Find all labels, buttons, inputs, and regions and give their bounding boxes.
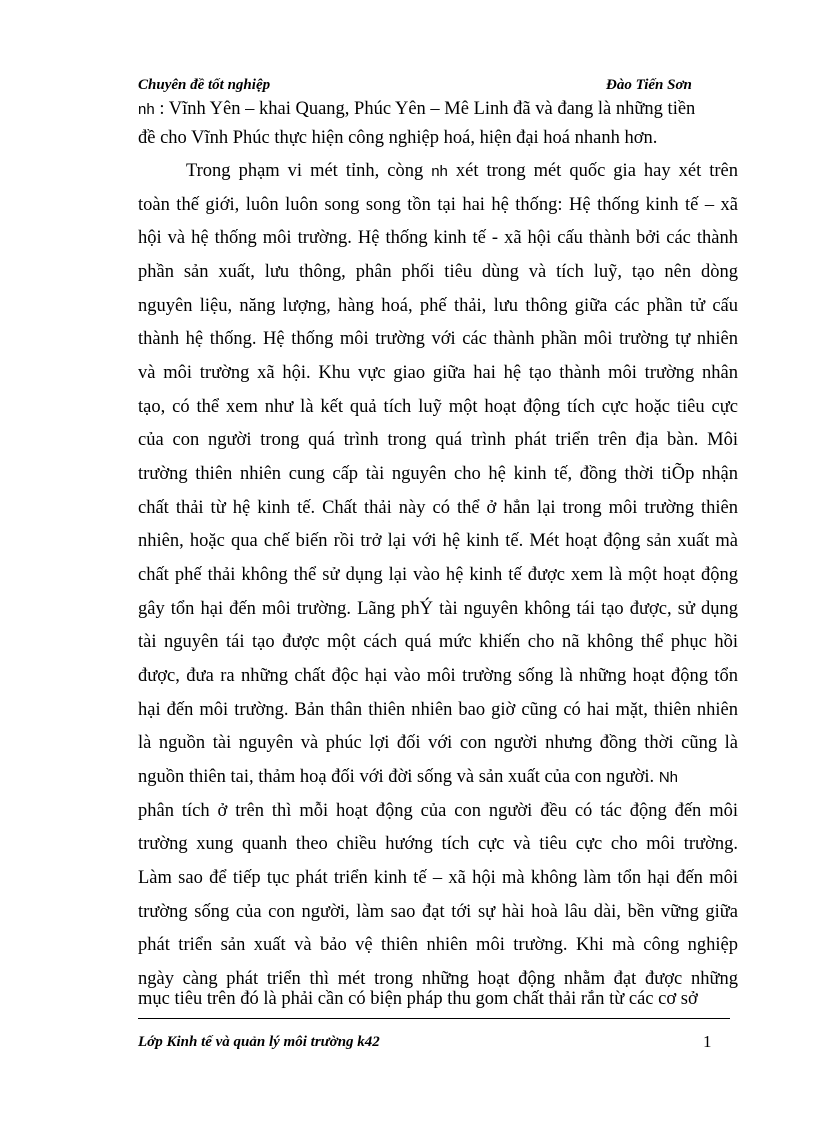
text-line: đề cho Vĩnh Phúc thực hiện công nghiệp hoá, hiện đại hoá nhanh hơn. (138, 128, 658, 148)
text-line: tài nguyên tái tạo được một cách quá mức khiến cho nã không thể phục hồi (138, 632, 738, 652)
text-line: và môi trường xã hội. Khu vực giao giữa hai hệ tạo thành môi trường nhân (138, 363, 738, 383)
text-line: Làm sao để tiếp tục phát triển kinh tế – xã hội mà không làm tổn hại đến môi (138, 868, 738, 888)
text-line: trường thiên nhiên cung cấp tài nguyên cho hệ kinh tế, đồng thời tiÕp nhận (138, 464, 738, 484)
text-line: được, đưa ra những chất độc hại vào môi trường sống là những hoạt động tổn (138, 666, 738, 686)
text-line: hại đến môi trường. Bản thân thiên nhiên bao giờ cũng có hai mặt, thiên nhiên (138, 700, 738, 720)
text-line: của con người trong quá trình trong quá trình phát triển trên địa bàn. Môi (138, 430, 738, 450)
text-line: nh : Vĩnh Yên – khai Quang, Phúc Yên – Mê Linh đã và đang là những tiền (138, 99, 696, 119)
text-line: thành hệ thống. Hệ thống môi trường với các thành phần môi trường tự nhiên (138, 329, 738, 349)
text-line: phần sản xuất, lưu thông, phân phối tiêu dùng và tích luỹ, tạo nên dòng (138, 262, 738, 282)
text-line: phát triển sản xuất và bảo vệ thiên nhiên môi trường. Khi mà công nghiệp (138, 935, 738, 955)
paragraph-first-line: Trong phạm vi mét tỉnh, còng nh xét trong mét quốc gia hay xét trên (186, 161, 738, 181)
text-line: chất thải từ hệ kinh tế. Chất thải này có thể ở hẳn lại trong môi trường thiên (138, 498, 738, 518)
text-line: chất phế thải không thể sử dụng lại vào hệ kinh tế được xem là một hoạt động (138, 565, 738, 585)
text-line: nhiên, hoặc qua chế biến rồi trở lại với hệ kinh tế. Mét hoạt động sản xuất mà (138, 531, 738, 551)
text-line: gây tổn hại đến môi trường. Lãng phÝ tài nguyên không tái tạo được, sử dụng (138, 599, 738, 619)
text-fragment: nh (138, 101, 155, 118)
text-line: tạo, có thể xem như là kết quả tích luỹ một hoạt động tích cực hoặc tiêu cực (138, 397, 738, 417)
footer-class-label: Lớp Kinh tế và quản lý môi trường k42 (138, 1034, 380, 1050)
page-number: 1 (703, 1032, 712, 1051)
text-line: nguồn thiên tai, thảm hoạ đối với đời sống và sản xuất của con người. Nh (138, 767, 678, 787)
text-line: trường sống của con người, làm sao đạt tới sự hài hoà lâu dài, bền vững giữa (138, 902, 738, 922)
text-line: trường xung quanh theo chiều hướng tích cực và tiêu cực cho môi trường. (138, 834, 738, 854)
header-author: Đào Tiến Sơn (606, 77, 692, 93)
text-line: phân tích ở trên thì mỗi hoạt động của con người đều có tác động đến môi (138, 801, 738, 821)
text-fragment: Nh (658, 769, 678, 786)
footer-divider (138, 1018, 730, 1019)
text-line: ngày càng phát triển thì mét trong những hoạt động nhằm đạt được những (138, 969, 738, 989)
text-line: hội và hệ thống môi trường. Hệ thống kinh tế - xã hội cấu thành bởi các thành (138, 228, 738, 248)
text-line: toàn thế giới, luôn luôn song song tồn tại hai hệ thống: Hệ thống kinh tế – xã (138, 195, 738, 215)
text-line: nguyên liệu, năng lượng, hàng hoá, phế thải, lưu thông giữa các phần tử cấu (138, 296, 738, 316)
text-line: là nguồn tài nguyên và phúc lợi đối với con người nhưng đồng thời cũng là (138, 733, 738, 753)
text-fragment: nh (431, 163, 448, 180)
header-left-title: Chuyên đề tốt nghiệp (138, 77, 271, 93)
text-line: mục tiêu trên đó là phải cần có biện pháp thu gom chất thải rắn từ các cơ sở (138, 989, 698, 1009)
